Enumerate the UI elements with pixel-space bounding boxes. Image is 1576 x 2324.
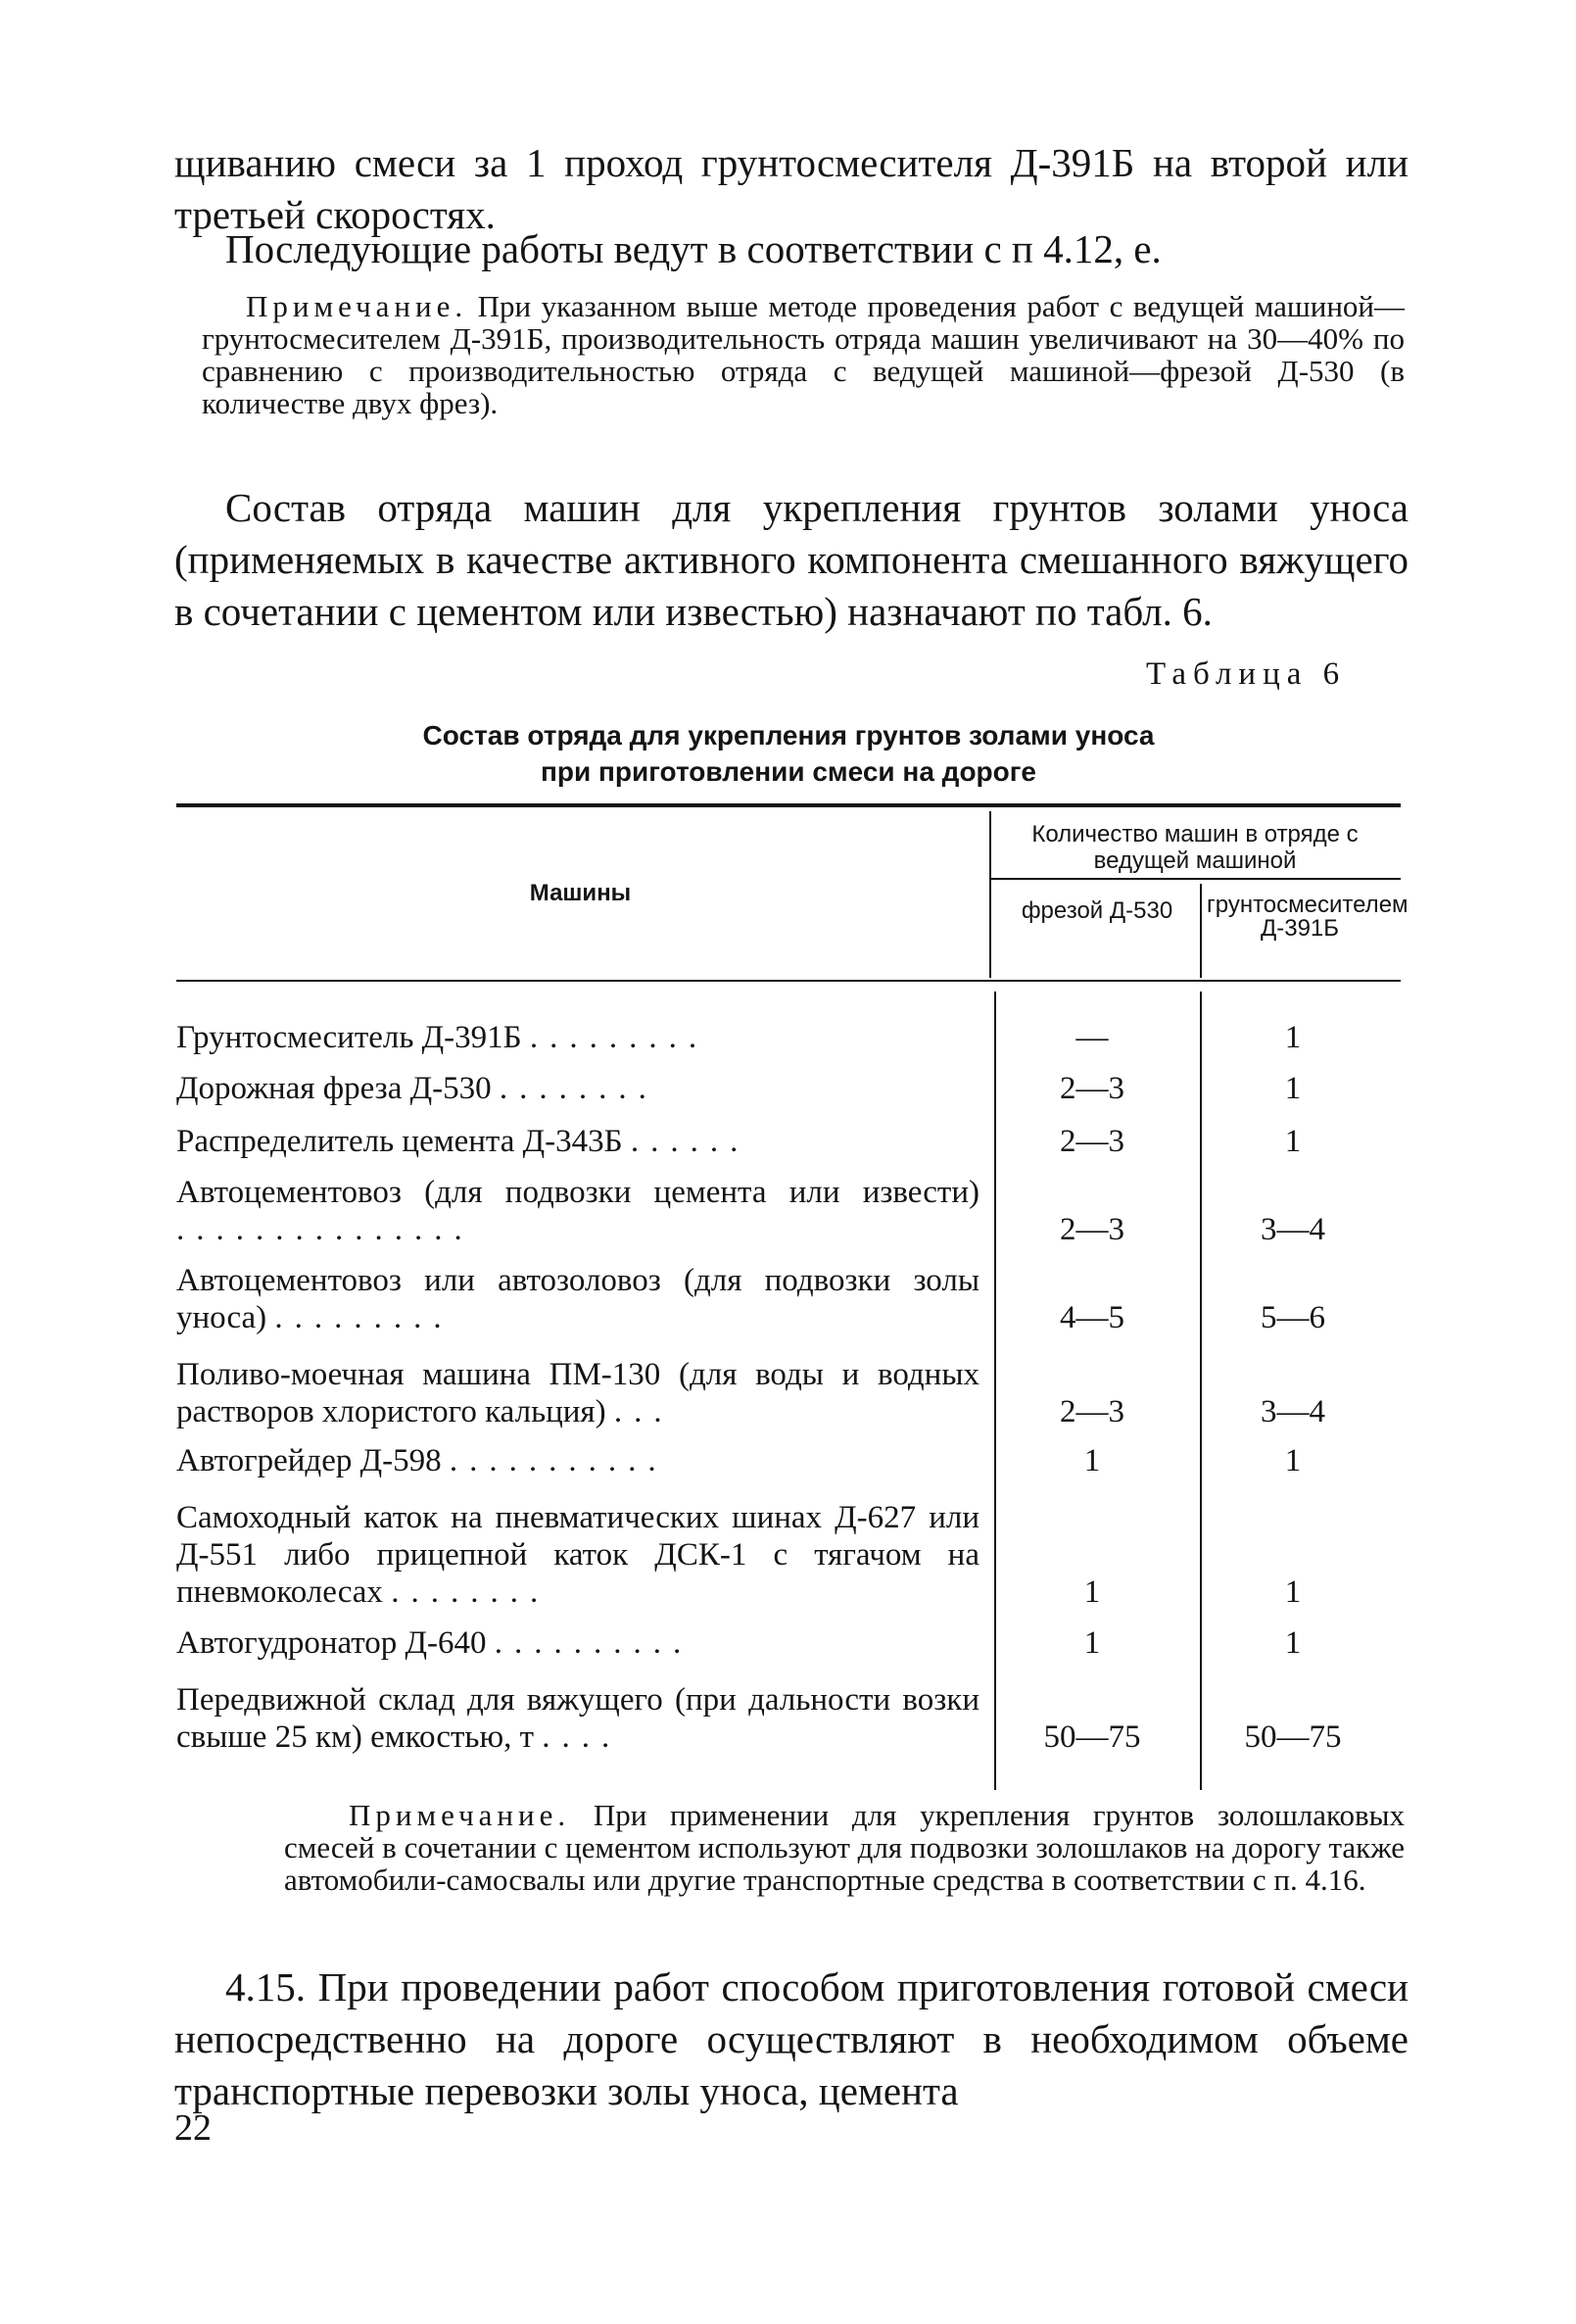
table-row <box>176 1499 1401 1617</box>
row-mill-count: 1 <box>1083 1625 1101 1661</box>
row-name: Передвижной склад для вяжущего (при дальности возки свыше 25 км) емкостью, т .... <box>176 1682 979 1755</box>
table-title-line-2: при приготовлении смеси на дороге <box>541 756 1036 787</box>
row-mixer-count: 1 <box>1284 1625 1302 1661</box>
page-number: 22 <box>174 2107 212 2149</box>
row-name: Поливо-моечная машина ПМ-130 (для воды и водных растворов хлористого кальция) ... <box>176 1357 979 1429</box>
intro-paragraph-2: Последующие работы ведут в соответствии с п 4.12, е. <box>225 226 1162 271</box>
header-mill: фрезой Д-530 <box>1021 897 1173 924</box>
row-mill-count: 2—3 <box>1060 1212 1124 1247</box>
intro-paragraph-1: щиванию смеси за 1 проход грунтосмесителя Д-391Б на второй или третьей скоростях. <box>174 140 1409 237</box>
note-1-text: При указанном выше методе проведения работ с ведущей машиной—грунтосмесителем Д-391Б, производительность отряда машин увеличивают на 30—40% по сравнению с производительностью отряда с ведущей машиной—фрезой Д-530 (в количестве двух фрез). <box>202 289 1406 420</box>
note-1-label: Примечание. <box>246 289 468 323</box>
header-machines: Машины <box>529 880 632 906</box>
header-group: Количество машин в отряде с ведущей машиной <box>1031 821 1359 874</box>
row-name: Автоцементовоз (для подвозки цемента или извести) ............... <box>176 1175 979 1247</box>
row-name: Грунтосмеситель Д-391Б ......... <box>176 1020 709 1055</box>
row-mill-count: 2—3 <box>1060 1071 1124 1106</box>
row-mixer-count: 1 <box>1284 1124 1302 1159</box>
note-2-label: Примечание. <box>349 1798 571 1832</box>
row-mixer-count: 50—75 <box>1244 1719 1342 1755</box>
row-mill-count: 2—3 <box>1060 1124 1124 1159</box>
row-name: Автогудронатор Д-640 .......... <box>176 1625 693 1661</box>
row-mixer-count: 1 <box>1284 1574 1302 1610</box>
note-2-text: При применении для укрепления грунтов золошлаковых смесей в сочетании с цементом используют для подвозки золошлаков на дорогу также автомобили-самосвалы или другие транспортные средства в соответствии с п. 4.16. <box>284 1798 1405 1897</box>
table-row <box>176 1624 1401 1664</box>
table-number: Таблица 6 <box>1146 656 1347 692</box>
table-row <box>176 1123 1401 1162</box>
table-row <box>176 1070 1401 1109</box>
row-mixer-count: 1 <box>1284 1443 1302 1478</box>
row-name: Распределитель цемента Д-343Б ...... <box>176 1124 750 1159</box>
row-mixer-count: 5—6 <box>1261 1300 1325 1335</box>
row-mixer-count: 3—4 <box>1261 1394 1325 1429</box>
header-bottom-rule <box>176 980 1401 982</box>
table-row <box>176 1262 1401 1340</box>
table-row <box>176 1681 1401 1760</box>
row-mixer-count: 3—4 <box>1261 1212 1325 1247</box>
row-name: Дорожная фреза Д-530 ........ <box>176 1071 658 1106</box>
paragraph-4: 4.15. При проведении работ способом приготовления готовой смеси непосредственно на дороге осуществляют в необходимом объеме транспортные перевозки золы уноса, цемента <box>174 1964 1409 2113</box>
header-divider-1 <box>989 811 991 978</box>
row-name: Самоходный каток на пневматических шинах Д-627 или Д-551 либо прицепной каток ДСК-1 с тягачом на пневмоколесах ........ <box>176 1500 979 1610</box>
header-divider-2 <box>1200 884 1202 978</box>
row-mixer-count: 1 <box>1284 1020 1302 1055</box>
row-name: Автоцементовоз или автозоловоз (для подвозки золы уноса) ......... <box>176 1263 979 1335</box>
note-1 <box>202 290 1405 419</box>
row-name: Автогрейдер Д-598 ........... <box>176 1443 668 1478</box>
table-title-line-1: Состав отряда для укрепления грунтов золами уноса <box>422 720 1155 750</box>
table-top-rule <box>176 803 1401 807</box>
row-mill-count: 1 <box>1083 1443 1101 1478</box>
row-mill-count: 1 <box>1083 1574 1101 1610</box>
row-mill-count: — <box>1075 1020 1109 1055</box>
header-mixer: грунтосмесителем Д-391Б <box>1207 892 1409 942</box>
row-mill-count: 50—75 <box>1043 1719 1141 1755</box>
note-2 <box>284 1799 1405 1896</box>
table-row <box>176 1442 1401 1481</box>
table-row <box>176 1174 1401 1252</box>
row-mill-count: 4—5 <box>1060 1300 1124 1335</box>
table-row <box>176 1356 1401 1434</box>
header-group-rule <box>989 878 1401 880</box>
table-title <box>176 717 1401 790</box>
row-mill-count: 2—3 <box>1060 1394 1124 1429</box>
table-row <box>176 1019 1401 1058</box>
paragraph-3: Состав отряда машин для укрепления грунтов золами уноса (применяемых в качестве активного компонента смешанного вяжущего в сочетании с цементом или известью) назначают по табл. 6. <box>174 485 1409 634</box>
row-mixer-count: 1 <box>1284 1071 1302 1106</box>
